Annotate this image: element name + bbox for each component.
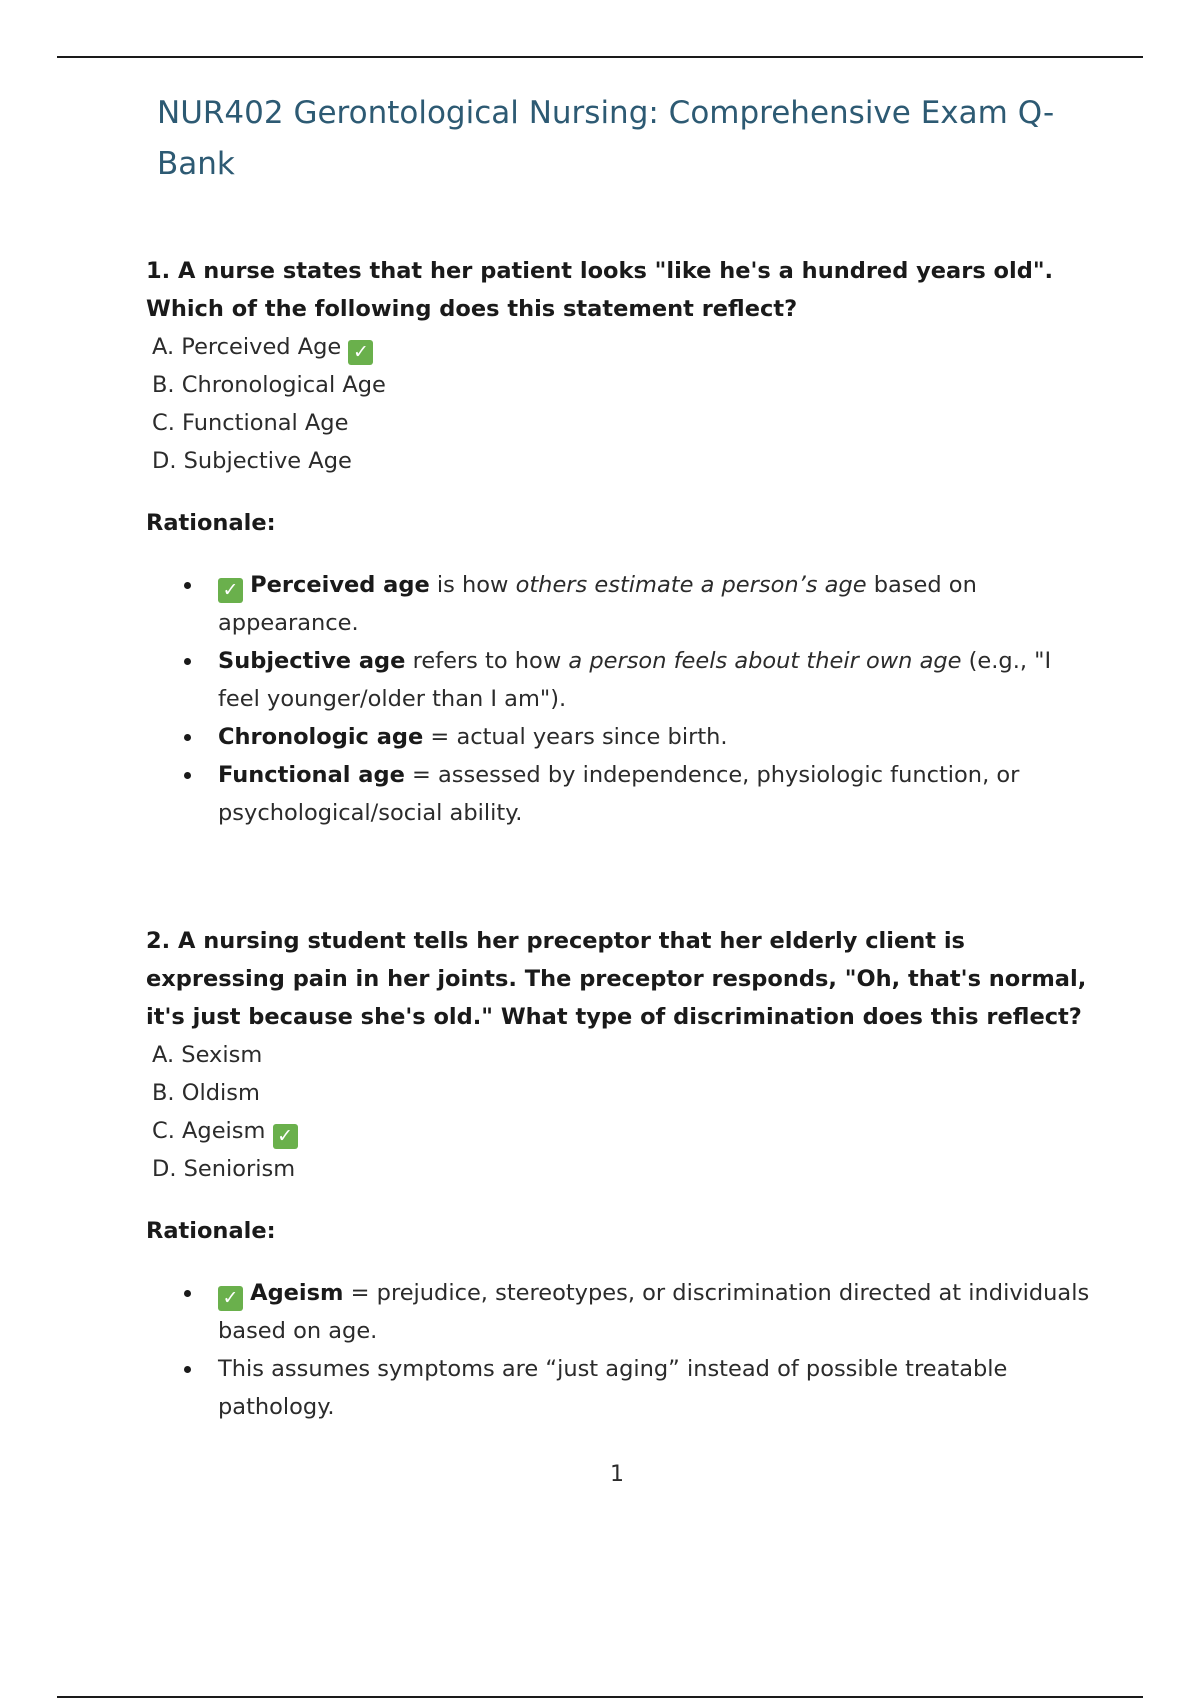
option-a: A. Sexism (152, 1042, 263, 1068)
question-1-options (146, 328, 1096, 480)
option-d: D. Seniorism (152, 1156, 296, 1182)
rationale-label: Rationale: (146, 510, 276, 536)
page-title: NUR402 Gerontological Nursing: Comprehensive Exam Q-Bank (157, 95, 1055, 182)
check-mark-icon: ✓ (218, 578, 243, 603)
page-number: 1 (610, 1462, 624, 1487)
question-2-options (146, 1036, 1096, 1188)
bottom-rule (57, 1696, 1143, 1698)
rationale-list (146, 1274, 1096, 1426)
rationale-item: ✓ Perceived age is how others estimate a person’s age based on appearance. (146, 566, 1096, 642)
option-d: D. Subjective Age (152, 448, 352, 474)
option-b: B. Oldism (152, 1080, 260, 1106)
check-mark-icon: ✓ (218, 1286, 243, 1311)
option-c: C. Ageism ✓ (152, 1112, 1096, 1150)
check-mark-icon: ✓ (348, 340, 373, 365)
rationale-list (146, 566, 1096, 832)
option-a: A. Perceived Age ✓ (152, 328, 1096, 366)
option-b: B. Chronological Age (152, 372, 386, 398)
question-2-text: 2. A nursing student tells her preceptor that her elderly client is expressing pain in her joints. The preceptor responds, "Oh, that's normal, it's just because she's old." What type of discrimination does this reflect? (146, 928, 1087, 1030)
check-mark-icon: ✓ (273, 1124, 298, 1149)
rationale-item: This assumes symptoms are “just aging” instead of possible treatable pathology. (146, 1350, 1096, 1426)
top-rule (57, 56, 1143, 58)
rationale-label: Rationale: (146, 1218, 276, 1244)
option-c: C. Functional Age (152, 410, 349, 436)
rationale-item: ✓ Ageism = prejudice, stereotypes, or discrimination directed at individuals based on age. (146, 1274, 1096, 1350)
question-1-text: 1. A nurse states that her patient looks "like he's a hundred years old". Which of the following does this statement reflect? (146, 258, 1054, 322)
question-2 (146, 922, 1096, 1426)
rationale-item: Subjective age refers to how a person feels about their own age (e.g., "I feel younger/older than I am"). (146, 642, 1096, 718)
rationale-item: Functional age = assessed by independence, physiologic function, or psychological/social ability. (146, 756, 1096, 832)
rationale-item: Chronologic age = actual years since birth. (146, 718, 1096, 756)
question-1 (146, 252, 1096, 832)
